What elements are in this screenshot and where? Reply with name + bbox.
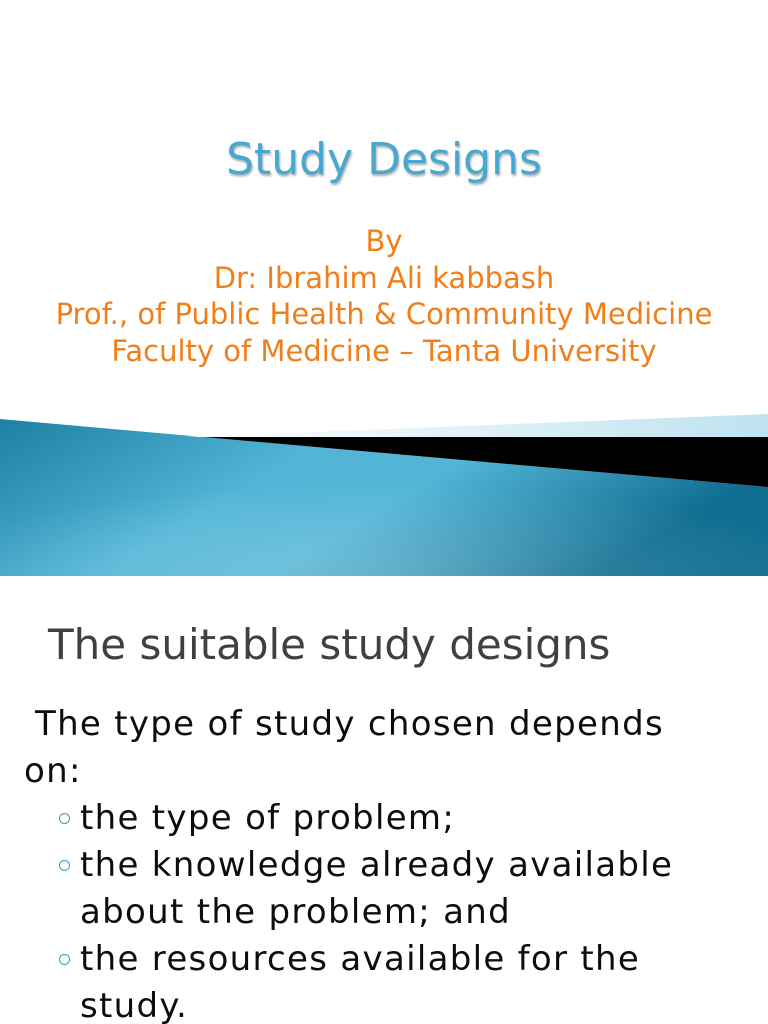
bullet-item [24,798,673,838]
hollow-bullet-icon [59,954,70,965]
hollow-bullet-icon [59,860,70,871]
intro-text-line: on: [24,751,82,791]
bullet-item [24,845,674,932]
bullet-text-line: study. [80,986,189,1024]
hollow-bullet-icon [59,813,70,824]
bullet-text-line: the knowledge already available [80,845,674,885]
byline-by: By [365,224,403,258]
slide-heading: The suitable study designs [48,620,611,669]
slide-body [24,704,674,1024]
content-slide [0,576,768,1024]
intro-text [24,704,673,791]
slide-title: Study Designs [226,134,542,185]
bullet-item [24,939,673,1024]
intro-text-line: The type of study chosen depends [35,704,664,744]
author-affiliation: Faculty of Medicine – Tanta University [111,333,657,368]
band-light-stripe [185,414,768,437]
bullet-text-line: the resources available for the [80,939,641,979]
author-name: Dr: Ibrahim Ali kabbash [213,260,555,295]
bullet-list [24,798,674,1024]
author-position: Prof., of Public Health & Community Medicine [55,297,713,331]
bullet-text-line: about the problem; and [80,892,512,932]
decorative-band [0,400,768,576]
author-byline [0,223,768,369]
bullet-text-line: the type of problem; [80,798,456,838]
